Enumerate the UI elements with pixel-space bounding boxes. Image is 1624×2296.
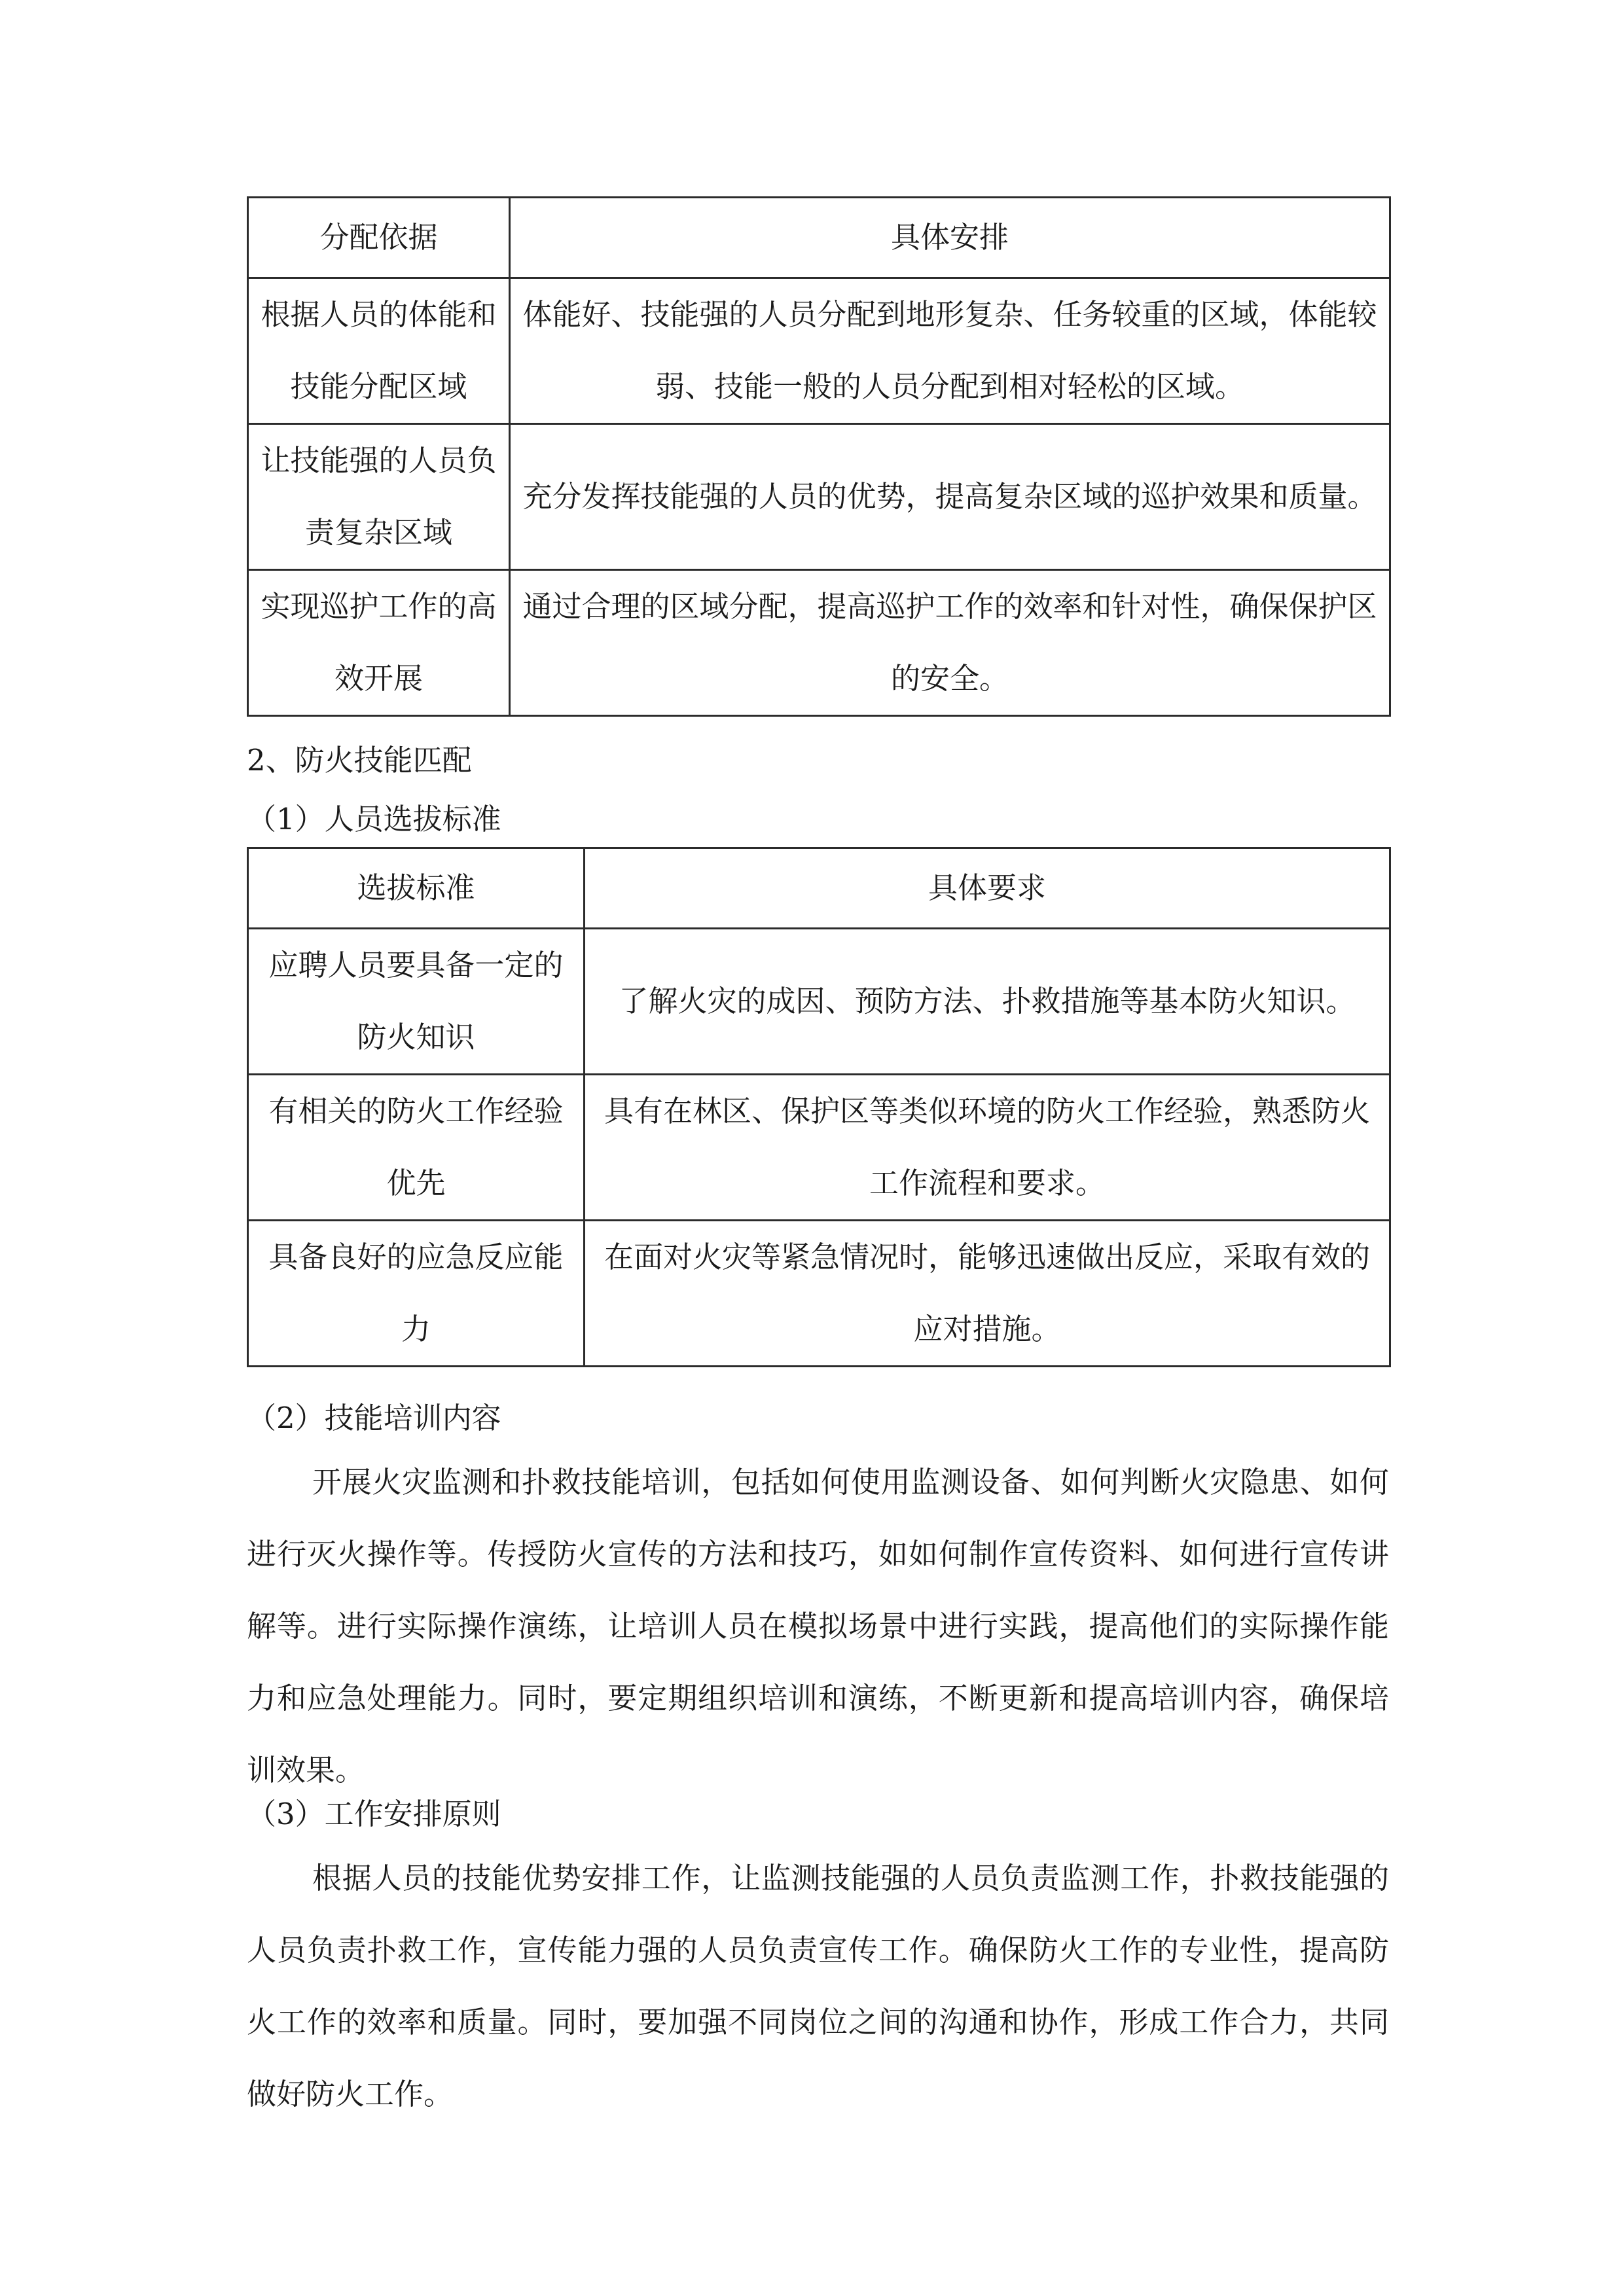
table-row	[248, 278, 1390, 424]
subsection-heading: （1）人员选拔标准	[247, 802, 501, 836]
table-cell: 根据人员的体能和技能分配区域	[248, 278, 510, 424]
table-row	[248, 1221, 1390, 1367]
table-header-row	[248, 848, 1390, 929]
table-header-cell: 具体要求	[585, 848, 1390, 929]
table-row	[248, 424, 1390, 570]
table-cell: 具有在林区、保护区等类似环境的防火工作经验，熟悉防火工作流程和要求。	[585, 1075, 1390, 1221]
body-paragraph: 根据人员的技能优势安排工作，让监测技能强的人员负责监测工作，扑救技能强的人员负责扑救工作，宣传能力强的人员负责宣传工作。确保防火工作的专业性，提高防火工作的效率和质量。同时，要加强不同岗位之间的沟通和协作，形成工作合力，共同做好防火工作。	[247, 1861, 1389, 2111]
subsection-heading: （3）工作安排原则	[247, 1797, 501, 1831]
table-cell: 应聘人员要具备一定的防火知识	[248, 929, 585, 1075]
table-header-cell: 选拔标准	[248, 848, 585, 929]
section-heading: 2、防火技能匹配	[247, 743, 472, 778]
table-header-cell: 分配依据	[248, 198, 510, 278]
table-cell: 充分发挥技能强的人员的优势，提高复杂区域的巡护效果和质量。	[510, 424, 1390, 570]
body-paragraph: 开展火灾监测和扑救技能培训，包括如何使用监测设备、如何判断火灾隐患、如何进行灭火操作等。传授防火宣传的方法和技巧，如如何制作宣传资料、如何进行宣传讲解等。进行实际操作演练，让培训人员在模拟场景中进行实践，提高他们的实际操作能力和应急处理能力。同时，要定期组织培训和演练，不断更新和提高培训内容，确保培训效果。	[247, 1465, 1389, 1787]
subsection-heading: （2）技能培训内容	[247, 1401, 501, 1435]
table-row	[248, 929, 1390, 1075]
table-row	[248, 1075, 1390, 1221]
table-cell: 让技能强的人员负责复杂区域	[248, 424, 510, 570]
table-cell: 有相关的防火工作经验优先	[248, 1075, 585, 1221]
selection-criteria-table	[247, 847, 1391, 1367]
table-header-cell: 具体安排	[510, 198, 1390, 278]
table-cell: 实现巡护工作的高效开展	[248, 570, 510, 716]
region-allocation-table	[247, 196, 1391, 717]
table-cell: 通过合理的区域分配，提高巡护工作的效率和针对性，确保保护区的安全。	[510, 570, 1390, 716]
table-cell: 在面对火灾等紧急情况时，能够迅速做出反应，采取有效的应对措施。	[585, 1221, 1390, 1367]
table-row	[248, 570, 1390, 716]
table-cell: 体能好、技能强的人员分配到地形复杂、任务较重的区域，体能较弱、技能一般的人员分配到相对轻松的区域。	[510, 278, 1390, 424]
table-cell: 具备良好的应急反应能力	[248, 1221, 585, 1367]
table-cell: 了解火灾的成因、预防方法、扑救措施等基本防火知识。	[585, 929, 1390, 1075]
table-header-row	[248, 198, 1390, 278]
